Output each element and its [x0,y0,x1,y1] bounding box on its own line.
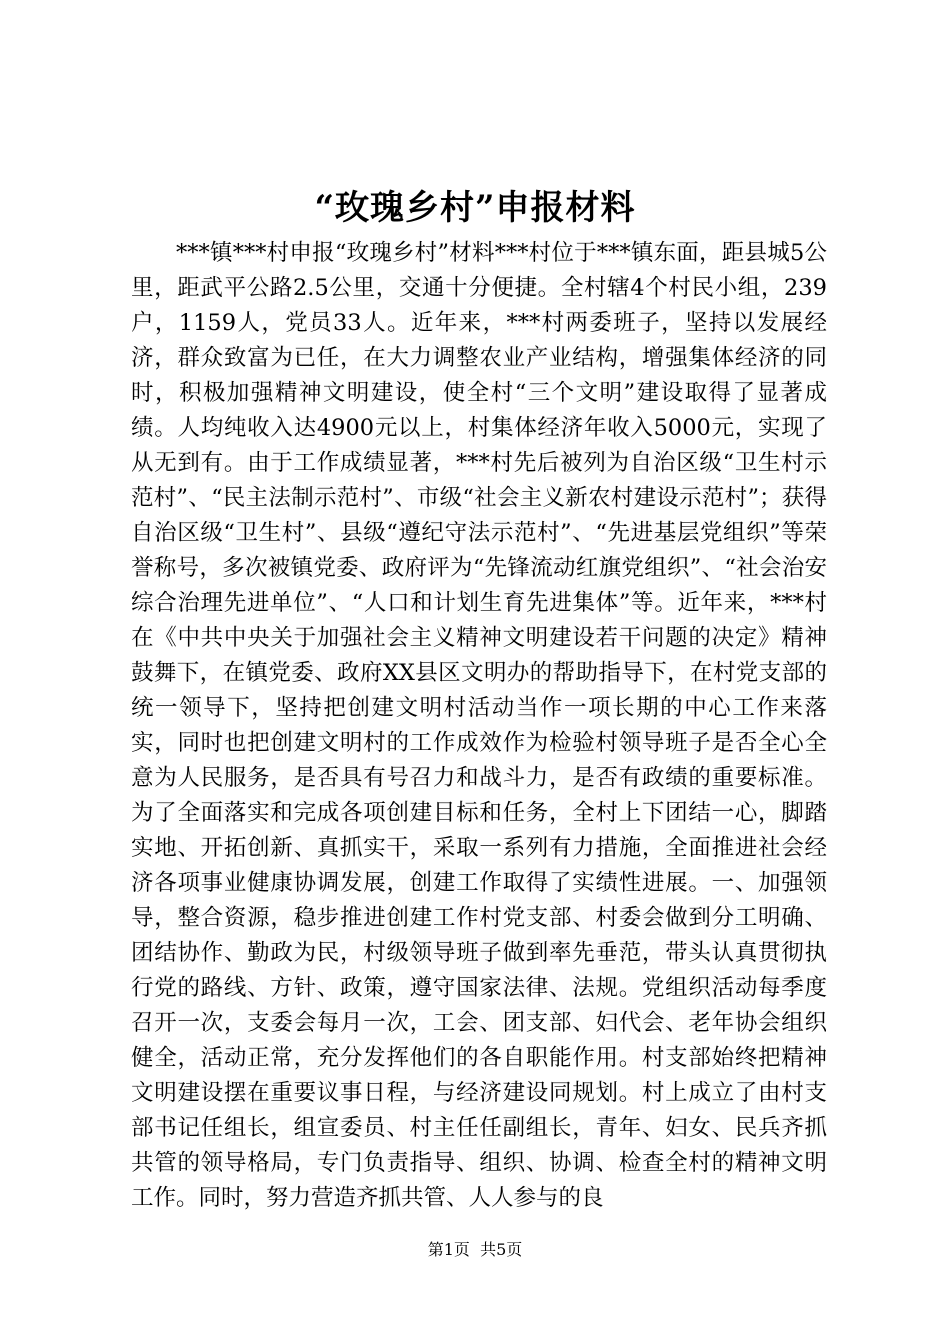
body-paragraph: ***镇***村申报“玫瑰乡村”材料***村位于***镇东面，距县城5公里，距武平公路2.5公里，交通十分便捷。全村辖4个村民小组，239户，1159人，党员33人。近年来，***村两委班子，坚持以发展经济，群众致富为已任，在大力调整农业产业结构，增强集体经济的同时，积极加强精神文明建设，使全村“三个文明”建设取得了显著成绩。人均纯收入达4900元以上，村集体经济年收入5000元，实现了从无到有。由于工作成绩显著，***村先后被列为自治区级“卫生村示范村”、“民主法制示范村”、市级“社会主义新农村建设示范村”；获得自治区级“卫生村”、县级“遵纪守法示范村”、“先进基层党组织”等荣誉称号，多次被镇党委、政府评为“先锋流动红旗党组织”、“社会治安综合治理先进单位”、“人口和计划生育先进集体”等。近年来，***村在《中共中央关于加强社会主义精神文明建设若干问题的决定》精神鼓舞下，在镇党委、政府XX县区文明办的帮助指导下，在村党支部的统一领导下，坚持把创建文明村活动当作一项长期的中心工作来落实，同时也把创建文明村的工作成效作为检验村领导班子是否全心全意为人民服务，是否具有号召力和战斗力，是否有政绩的重要标准。为了全面落实和完成各项创建目标和任务，全村上下团结一心，脚踏实地、开拓创新、真抓实干，采取一系列有力措施，全面推进社会经济各项事业健康协调发展，创建工作取得了实绩性进展。一、加强领导，整合资源，稳步推进创建工作村党支部、村委会做到分工明确、团结协作、勤政为民，村级领导班子做到率先垂范，带头认真贯彻执行党的路线、方针、政策，遵守国家法律、法规。党组织活动每季度召开一次，支委会每月一次，工会、团支部、妇代会、老年协会组织健全，活动正常，充分发挥他们的各自职能作用。村支部始终把精神文明建设摆在重要议事日程，与经济建设同规划。村上成立了由村支部书记任组长，组宣委员、村主任任副组长，青年、妇女、民兵齐抓共管的领导格局，专门负责指导、组织、协调、检查全村的精神文明工作。同时，努力营造齐抓共管、人人参与的良 [131,240,827,1211]
page-footer [0,1238,950,1262]
page-total: 共5页 [480,1240,523,1259]
document-title: “玫瑰乡村”申报材料 [314,188,636,228]
page-number: 第1页 [427,1240,470,1259]
